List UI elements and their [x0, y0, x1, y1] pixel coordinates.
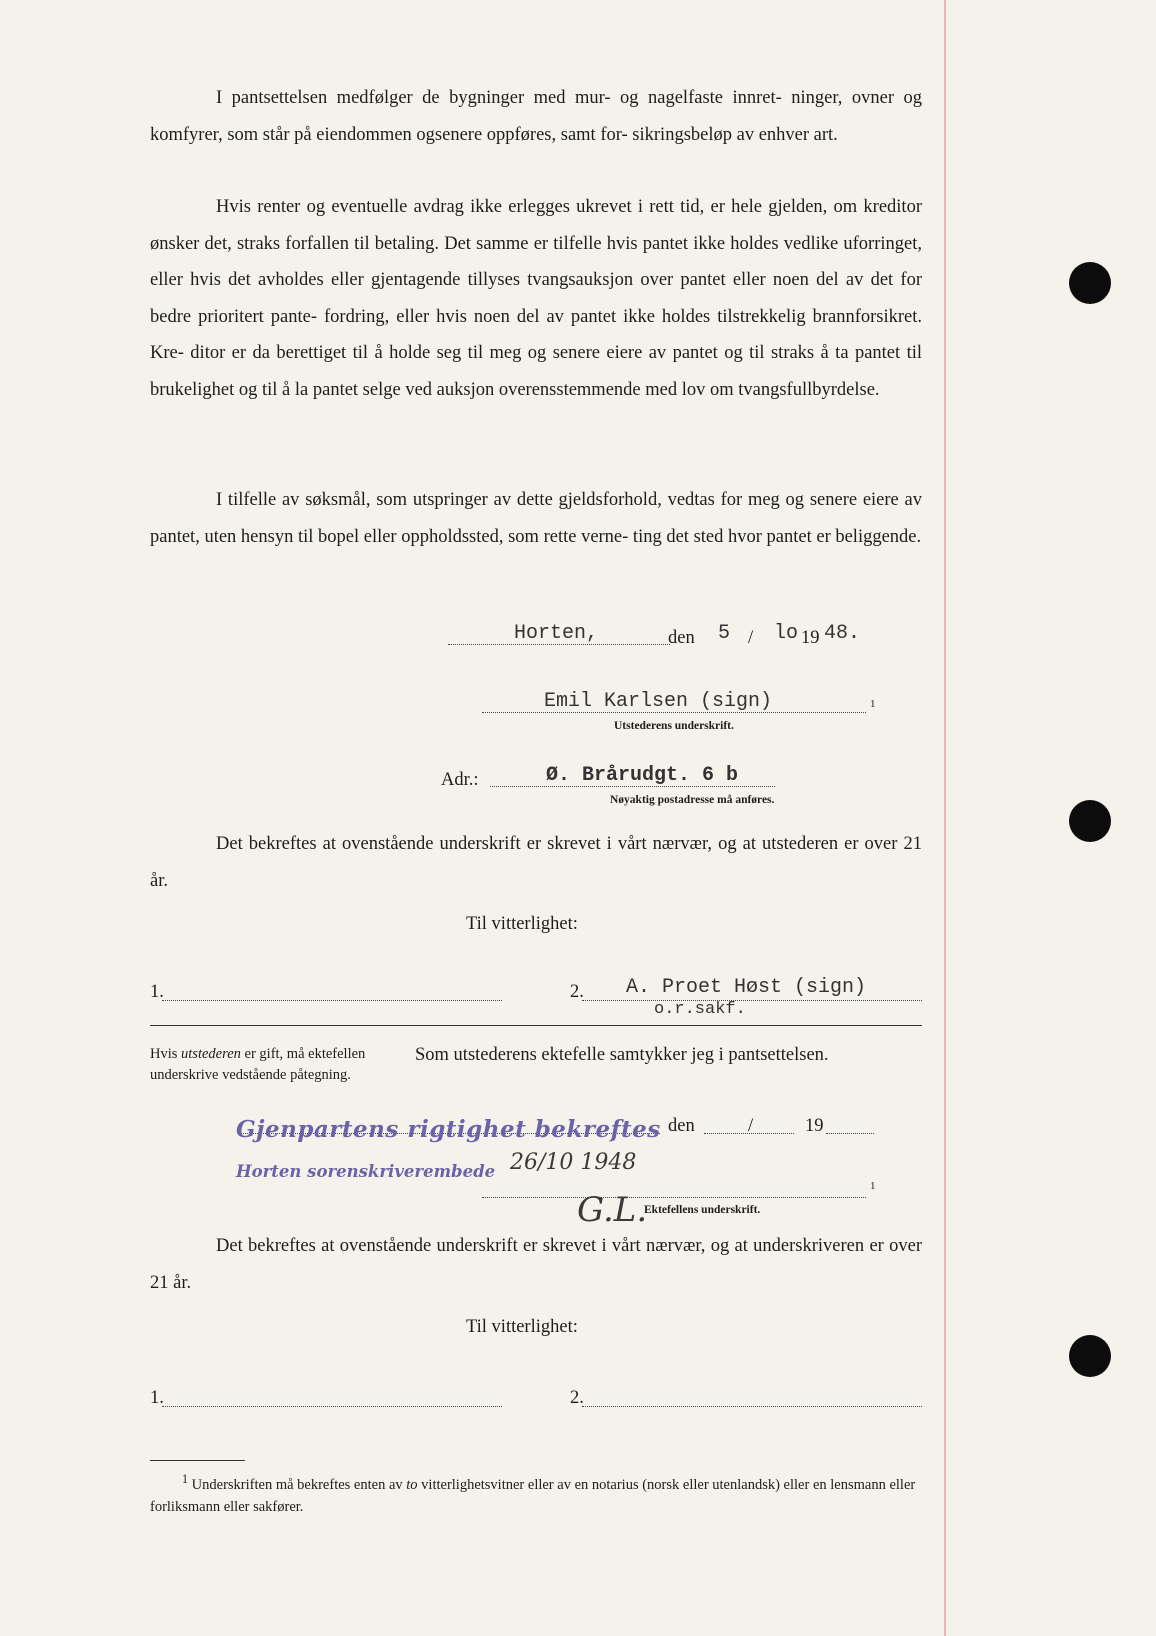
- address-value: Ø. Brårudgt. 6 b: [546, 764, 739, 787]
- date-year-suffix: 48.: [824, 622, 861, 645]
- punch-hole: [1069, 800, 1111, 842]
- spouse-den-label: den: [668, 1116, 695, 1136]
- witness-number-1b: 1.: [150, 1388, 164, 1408]
- issuer-footnote-mark: 1: [870, 698, 876, 710]
- section-divider: [150, 1025, 922, 1026]
- spouse-note: Hvis utstederen er gift, må ektefellen underskrive vedstående påtegning.: [150, 1046, 366, 1083]
- stamp-date-handwritten: 26/10 1948: [510, 1150, 637, 1175]
- registrar-initials: G.L.: [577, 1190, 648, 1230]
- date-slash: /: [748, 628, 754, 648]
- spouse-consent: Som utstederens ektefelle samtykker jeg i pantsettelsen.: [415, 1045, 829, 1065]
- witness-2-line: [582, 1000, 922, 1001]
- witness-1b-line: [162, 1406, 502, 1407]
- spouse-signature-line: [482, 1197, 866, 1198]
- witness-confirmation-signer: Det bekreftes at ovenstående underskrift er skrevet i vårt nærvær, og at underskriveren er over 21 år.: [150, 1236, 922, 1293]
- witness-1-line: [162, 1000, 502, 1001]
- punch-hole: [1069, 1335, 1111, 1377]
- margin-rule: [944, 0, 946, 1636]
- paragraph-fixtures: I pantsettelsen medfølger de bygninger med mur- og nagelfaste innret- ninger, ovner og komfyrer, som står på eiendommen ogsenere oppføres, samt for- sikringsbeløp av enhver art.: [150, 88, 922, 145]
- address-label: Adr.:: [441, 770, 479, 790]
- date-day: 5: [718, 622, 731, 645]
- issuer-signature: Emil Karlsen (sign): [544, 690, 773, 713]
- certification-stamp: Gjenpartens rigtighet bekreftes: [236, 1116, 661, 1143]
- paragraph-jurisdiction: I tilfelle av søksmål, som utspringer av dette gjeldsforhold, vedtas for meg og senere eiere av pantet, uten hensyn til bopel eller oppholdssted, som rette verne- ting det sted hvor pantet er beliggende.: [150, 490, 922, 547]
- spouse-date-slash: /: [748, 1116, 754, 1136]
- spouse-year-line: [826, 1133, 874, 1134]
- footnote: $^1$ Underskriften må bekreftes enten av to vitterlighetsvitner eller av en notarius (norsk eller utenlandsk) eller en lensmann eller forliksmann eller sakfører.: [150, 1472, 916, 1515]
- stamp-office: Horten sorenskriverembede: [236, 1162, 496, 1181]
- address-caption: Nøyaktig postadresse må anføres.: [610, 794, 775, 806]
- witness-number-2b: 2.: [570, 1388, 584, 1408]
- witness-2b-line: [582, 1406, 922, 1407]
- witness-2-name: A. Proet Høst (sign): [626, 976, 867, 999]
- footnote-rule: [150, 1460, 245, 1461]
- spouse-footnote-mark: 1: [870, 1180, 876, 1192]
- paragraph-default-terms: Hvis renter og eventuelle avdrag ikke erlegges ukrevet i rett tid, er hele gjelden, om kreditor ønsker det, straks forfallen til betaling. Det samme er tilfelle hvis pantet ikke holdes vedlike uforringet, eller hvis det avholdes eller gjentagende tillyses tvangsauksjon over pantet eller noen del av det for bedre prioritert pante- fordring, eller hvis noen del av pantet ikke holdes tilstrekkelig brannforsikret. Kre- ditor er da berettiget til å holde seg til meg og senere eiere av pantet og til straks å ta pantet til brukelighet og til å la pantet selge ved auksjon overensstemmende med lov om tvangsfullbyrdelse.: [150, 197, 922, 400]
- spouse-year-prefix: 19: [805, 1116, 824, 1136]
- witness-title: Til vitterlighet:: [466, 914, 578, 934]
- spouse-signature-caption: Ektefellens underskrift.: [644, 1204, 761, 1216]
- witness-title-2: Til vitterlighet:: [466, 1317, 578, 1337]
- date-den-label: den: [668, 628, 695, 648]
- punch-hole: [1069, 262, 1111, 304]
- date-month: lo: [774, 622, 799, 645]
- witness-number-2: 2.: [570, 982, 584, 1002]
- date-year-prefix: 19: [801, 628, 820, 648]
- witness-confirmation-issuer: Det bekreftes at ovenstående underskrift er skrevet i vårt nærvær, og at utstederen er over 21 år.: [150, 834, 922, 891]
- issuer-signature-caption: Utstederens underskrift.: [614, 720, 734, 732]
- witness-number-1: 1.: [150, 982, 164, 1002]
- place-value: Horten,: [514, 622, 599, 645]
- witness-2-title: o.r.sakf.: [654, 1000, 746, 1019]
